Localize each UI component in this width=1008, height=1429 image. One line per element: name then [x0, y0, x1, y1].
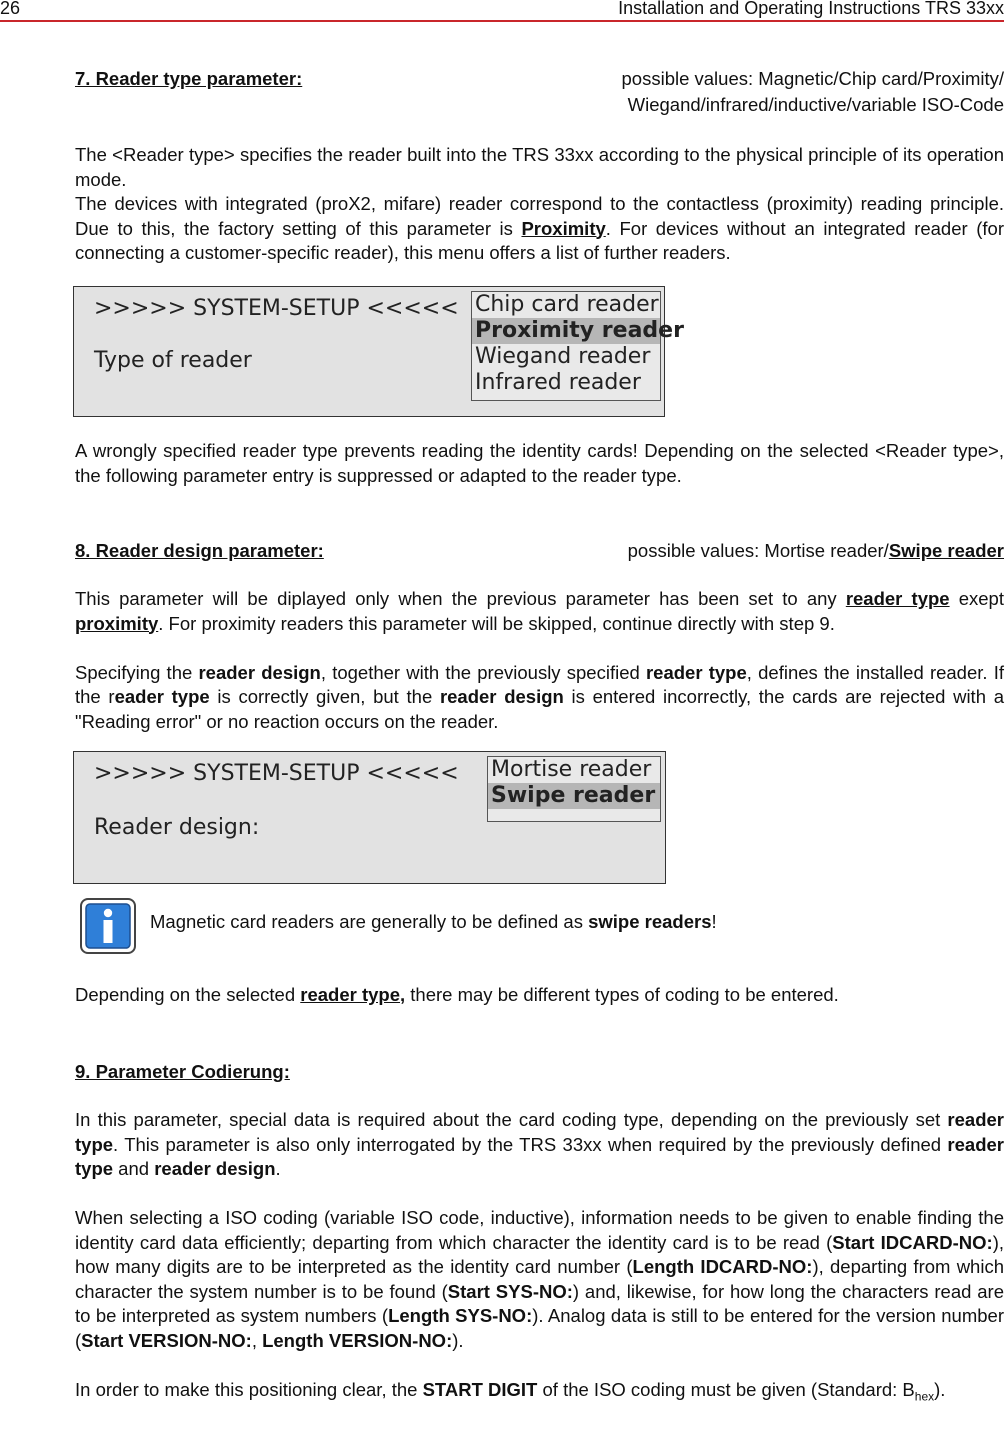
emphasis: reader type — [645, 661, 747, 683]
emphasis: reader type, — [300, 984, 406, 1005]
emphasis: reader design — [439, 686, 564, 707]
option-swipe-reader[interactable]: Swipe reader — [488, 783, 660, 809]
text: This parameter will be diplayed only when the previous parameter has been set to any — [75, 588, 846, 609]
section-7-possible-values-2: Wiegand/infrared/inductive/variable ISO-Code — [627, 94, 1004, 115]
emphasis: reader type — [75, 1133, 1004, 1179]
screen-label: Type of reader — [94, 348, 252, 373]
text: ), how many digits are to be interpreted as the identity card number ( — [75, 1231, 1004, 1277]
text: . — [275, 1158, 281, 1179]
system-setup-screen-reader-type — [73, 286, 684, 417]
reader-design-options-list[interactable] — [487, 756, 661, 822]
emphasis: reader design — [154, 1158, 276, 1179]
text: is correctly given, but the — [209, 686, 440, 707]
text: ). — [452, 1329, 464, 1351]
emphasis: Length IDCARD-NO: — [632, 1256, 813, 1277]
screen-title: >>>>> SYSTEM-SETUP <<<<< — [94, 296, 459, 321]
info-icon — [80, 898, 136, 954]
text: possible values: Mortise reader/ — [627, 540, 889, 561]
text: The devices with integrated (proX2, mifare) reader correspond to the contactless (proximity) reading principle. Due to this, the factory setting of this parameter is — [75, 193, 1004, 239]
emphasis: START DIGIT — [422, 1378, 538, 1400]
section-8-coding-note — [75, 983, 1004, 1008]
section-7-possible-values-1: possible values: Magnetic/Chip card/Proximity/ — [621, 68, 1004, 89]
section-7-possible-row-2 — [75, 93, 1004, 117]
factory-setting: Proximity — [521, 217, 606, 239]
text: ). Analog data is still to be entered for the version number ( — [75, 1305, 1004, 1351]
text: ! — [711, 911, 717, 932]
emphasis: Start VERSION-NO: — [81, 1329, 252, 1351]
section-9-heading: 9. Parameter Codierung: — [75, 1061, 290, 1082]
section-9-paragraph-2 — [75, 1206, 1004, 1353]
section-9-paragraph-1 — [75, 1108, 1004, 1182]
section-8-paragraph-2 — [75, 661, 1004, 735]
section-7-paragraph-1: The <Reader type> specifies the reader built into the TRS 33xx according to the physical principle of its operation mode. — [75, 144, 1004, 190]
emphasis: Start IDCARD-NO: — [832, 1231, 993, 1253]
text: Magnetic card readers are generally to be defined as — [150, 911, 589, 932]
section-8-body — [75, 587, 1004, 734]
text: of the ISO coding must be given (Standard: B — [537, 1378, 915, 1400]
section-9-body — [75, 1108, 1004, 1402]
text: , together with the previously specified — [320, 661, 646, 683]
emphasis: Length SYS-NO: — [388, 1305, 533, 1326]
text: Depending on the selected — [75, 984, 301, 1005]
text: , — [251, 1329, 263, 1351]
section-7-warning — [75, 439, 1004, 488]
text: . For devices without an integrated reader (for connecting a customer-specific reader), this menu offers a list of further readers. — [75, 217, 1004, 263]
section-7-paragraph-2 — [75, 192, 1004, 266]
section-8-heading-row — [75, 539, 1004, 563]
screen-title: >>>>> SYSTEM-SETUP <<<<< — [94, 761, 459, 786]
text: ) and, likewise, for how long the characters read are to be interpreted as system numbers ( — [75, 1280, 1004, 1326]
default-value: Swipe reader — [888, 540, 1004, 561]
section-7-heading-row — [75, 67, 1004, 91]
subscript: hex — [914, 1389, 935, 1404]
section-8-paragraph-1 — [75, 587, 1004, 636]
emphasis: reader design — [198, 661, 321, 683]
text: When selecting a ISO coding (variable ISO code, inductive), information needs to be given to enable finding the identity card data efficiently; departing from which character the identity card is to be read ( — [75, 1207, 1004, 1253]
text: Specifying the — [75, 661, 199, 683]
section-8-possible-values — [628, 539, 1004, 564]
option-infrared-reader[interactable]: Infrared reader — [475, 370, 641, 395]
text: is entered incorrectly, the cards are rejected with a "Reading error" or no reaction occurs on the reader. — [75, 686, 1004, 732]
option-wiegand-reader[interactable]: Wiegand reader — [475, 344, 651, 369]
text: ). — [934, 1378, 946, 1400]
emphasis: Start SYS-NO: — [447, 1280, 573, 1302]
text: In order to make this positioning clear, the — [75, 1378, 423, 1400]
option-mortise-reader[interactable]: Mortise reader — [491, 757, 652, 782]
text: . For proximity readers this parameter will be skipped, continue directly with step 9. — [158, 612, 835, 634]
text: , defines the installed reader. If the r — [75, 661, 1005, 707]
section-7-heading: 7. Reader type parameter: — [75, 68, 303, 89]
text: there may be different types of coding to be entered. — [405, 984, 839, 1005]
emphasis: reader type — [845, 588, 950, 609]
text: ), departing from which character the system number is to be found ( — [75, 1256, 1004, 1302]
emphasis: Length VERSION-NO: — [262, 1329, 453, 1351]
page-number: 26 — [0, 0, 21, 18]
coding-paragraph — [75, 983, 1004, 1008]
screen-label: Reader design: — [94, 815, 260, 840]
header-rule — [0, 20, 1004, 22]
info-note-text — [150, 910, 717, 935]
emphasis: eader type — [114, 686, 210, 707]
section-9-paragraph-3 — [75, 1378, 1004, 1403]
section-9-heading-row — [75, 1060, 1004, 1084]
option-proximity-reader[interactable]: Proximity reader — [472, 318, 660, 344]
page-header — [0, 0, 1004, 18]
reader-type-options-list[interactable] — [471, 291, 684, 401]
emphasis: reader type — [75, 1109, 1004, 1155]
text: . This parameter is also only interrogated by the TRS 33xx when required by the previously defined — [113, 1133, 948, 1155]
text: In this parameter, special data is required about the card coding type, depending on the previously set — [75, 1109, 948, 1130]
text: exept — [949, 588, 1004, 609]
document-title: Installation and Operating Instructions TRS 33xx — [618, 0, 1004, 18]
option-chip-card-reader[interactable]: Chip card reader — [475, 292, 659, 317]
system-setup-screen-reader-design — [73, 751, 666, 884]
emphasis: proximity — [75, 612, 159, 634]
section-7-body — [75, 143, 1004, 266]
section-8-heading: 8. Reader design parameter: — [75, 540, 324, 561]
text: and — [113, 1158, 155, 1179]
emphasis: swipe readers — [588, 911, 712, 932]
section-7-paragraph-3: A wrongly specified reader type prevents reading the identity cards! Depending on the selected <Reader type>, the following parameter entry is suppressed or adapted to the reader type. — [75, 440, 1004, 486]
